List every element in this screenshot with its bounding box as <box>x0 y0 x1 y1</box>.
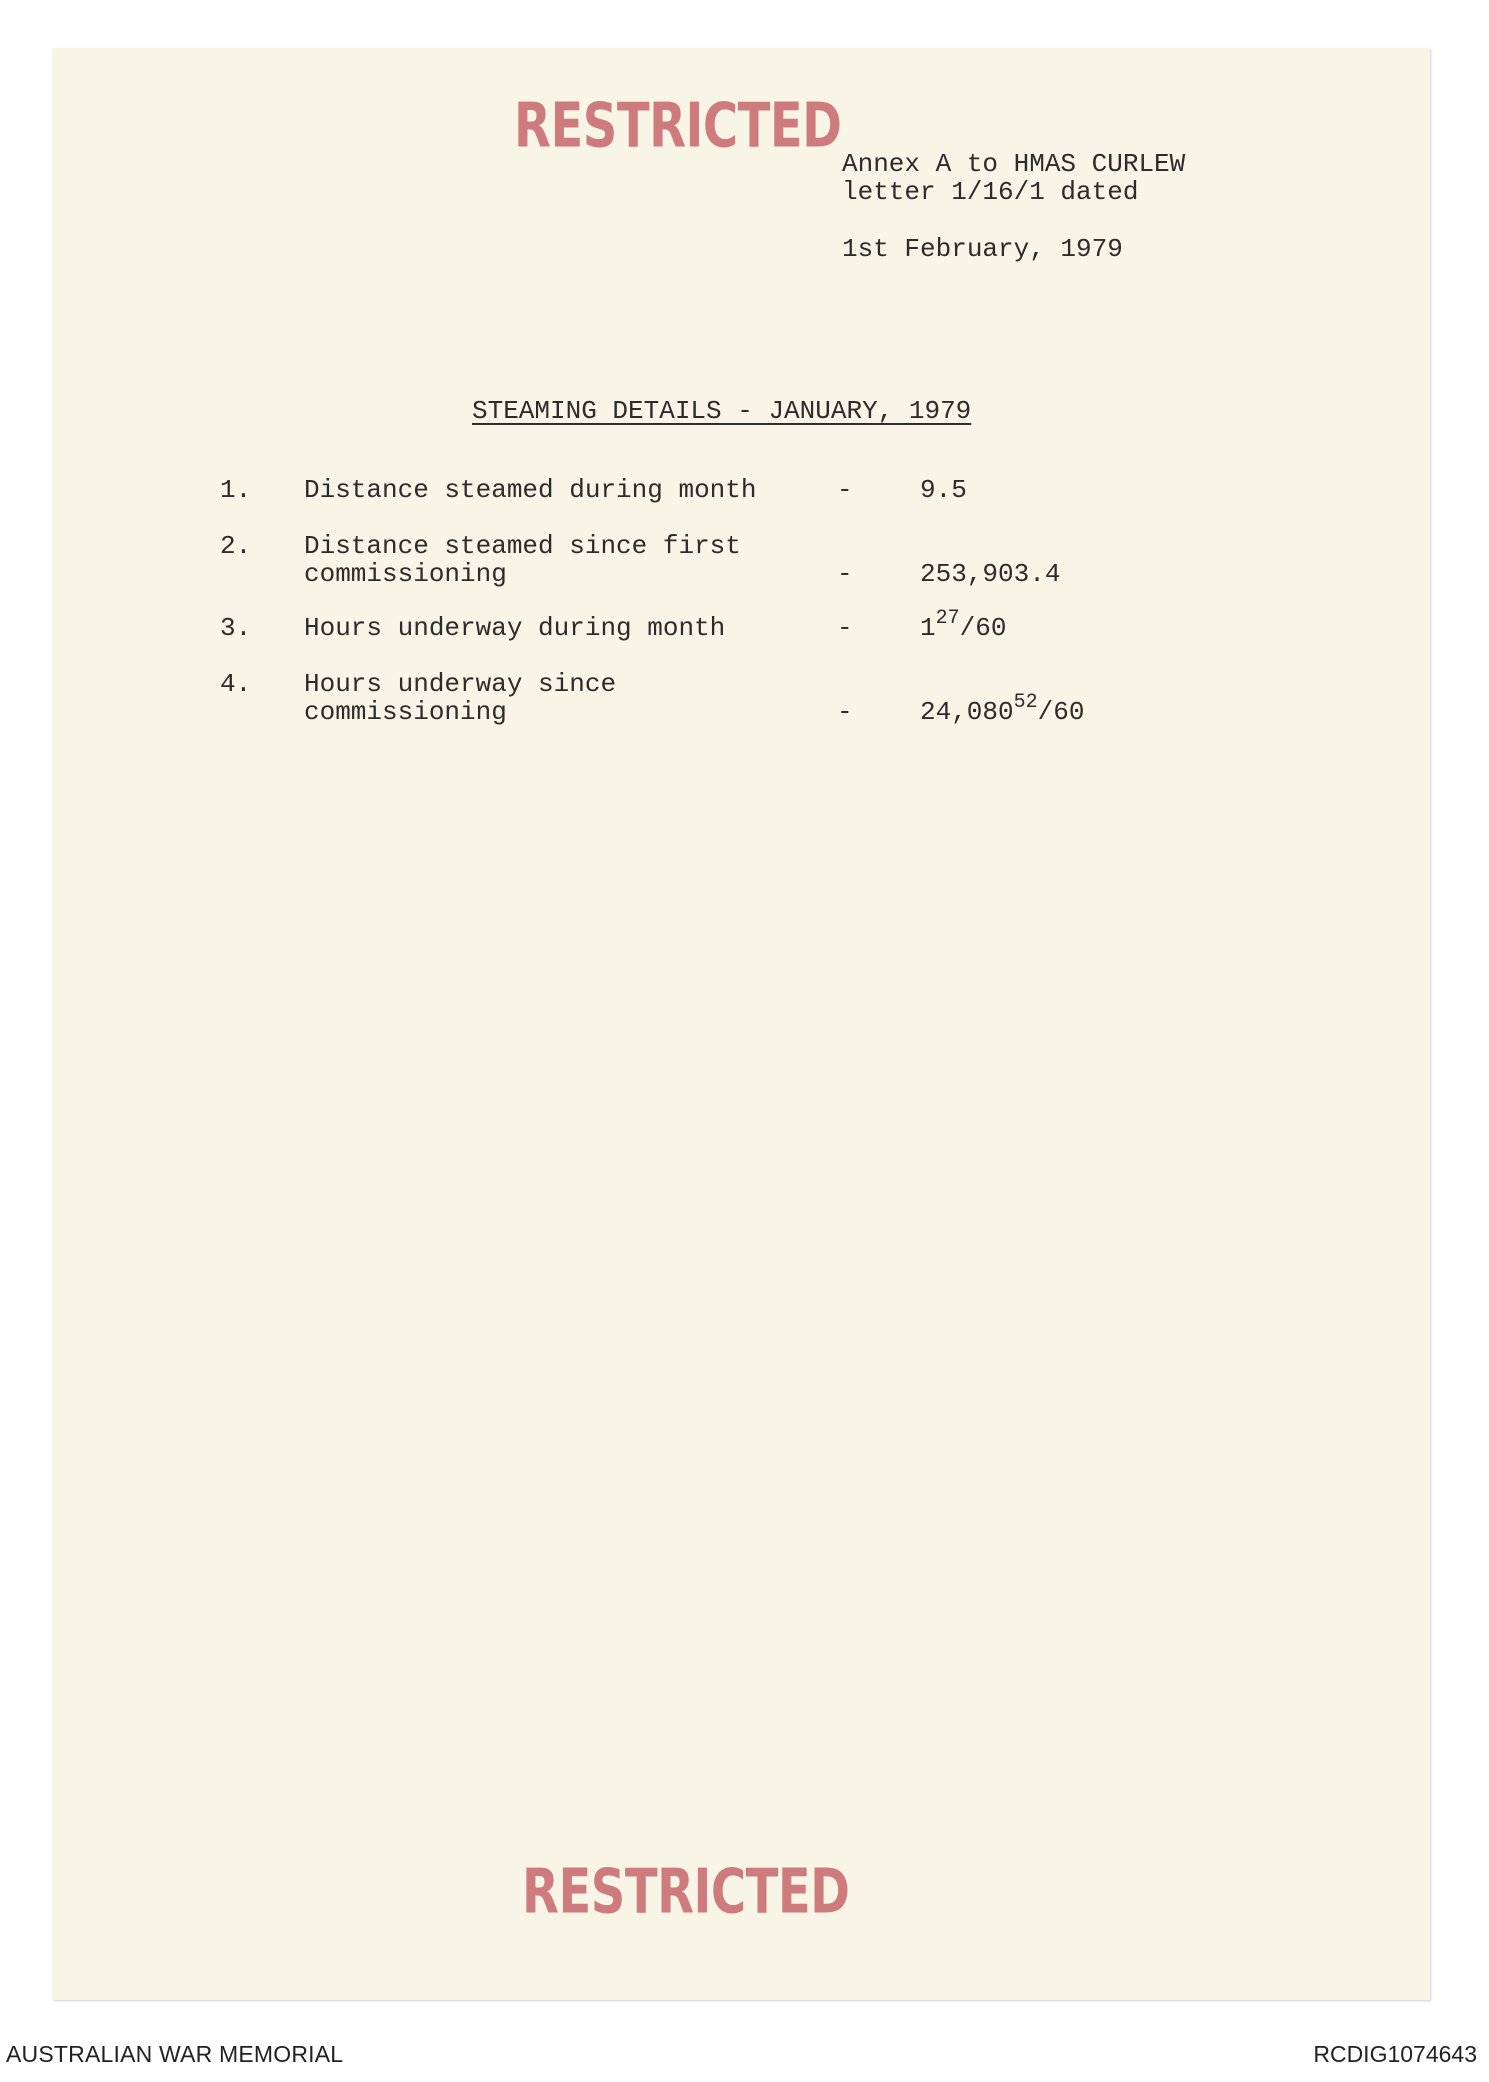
item-label-line-1: Distance steamed during month <box>304 475 757 505</box>
archive-identifier: RCDIG1074643 <box>1313 2041 1477 2067</box>
item-label <box>304 614 824 642</box>
item-label <box>304 476 824 504</box>
restricted-stamp-top: RESTRICTED <box>514 90 842 162</box>
item-dash: - <box>837 559 853 589</box>
item-value-main: 24,080 <box>920 697 1014 727</box>
item-value <box>920 691 1200 727</box>
item-value-main: 1 <box>920 613 936 643</box>
item-dash: - <box>837 475 853 505</box>
annex-line-1: Annex A to HMAS CURLEW <box>842 149 1186 179</box>
item-label-line-2: commissioning <box>304 697 507 727</box>
item-label <box>304 532 824 588</box>
item-label-line-2: commissioning <box>304 559 507 589</box>
item-label-line-1: Hours underway since <box>304 669 617 699</box>
annex-reference <box>842 150 1185 206</box>
item-value-superscript: 52 <box>1013 691 1038 715</box>
item-value-main: 9.5 <box>920 475 967 505</box>
item-label-line-1: Distance steamed since first <box>304 531 741 561</box>
item-value-tail: /60 <box>1037 697 1085 727</box>
document-date: 1st February, 1979 <box>842 234 1123 264</box>
item-number: 2. <box>220 531 252 561</box>
archive-credit: AUSTRALIAN WAR MEMORIAL <box>6 2041 344 2067</box>
item-dash: - <box>837 697 853 727</box>
document-heading: STEAMING DETAILS - JANUARY, 1979 <box>472 396 972 426</box>
item-number: 1. <box>220 475 252 505</box>
restricted-stamp-bottom: RESTRICTED <box>522 1856 850 1928</box>
item-value <box>920 560 1200 588</box>
item-value-superscript: 27 <box>935 607 960 631</box>
item-dash: - <box>837 613 853 643</box>
item-label-line-1: Hours underway during month <box>304 613 726 643</box>
item-value <box>920 607 1200 643</box>
document-page <box>52 48 1430 2000</box>
item-value-tail: /60 <box>959 613 1007 643</box>
annex-line-2: letter 1/16/1 dated <box>842 177 1139 207</box>
item-number: 3. <box>220 613 252 643</box>
item-label <box>304 670 824 726</box>
item-number: 4. <box>220 669 252 699</box>
item-value-main: 253,903.4 <box>920 559 1061 589</box>
item-value <box>920 476 1200 504</box>
